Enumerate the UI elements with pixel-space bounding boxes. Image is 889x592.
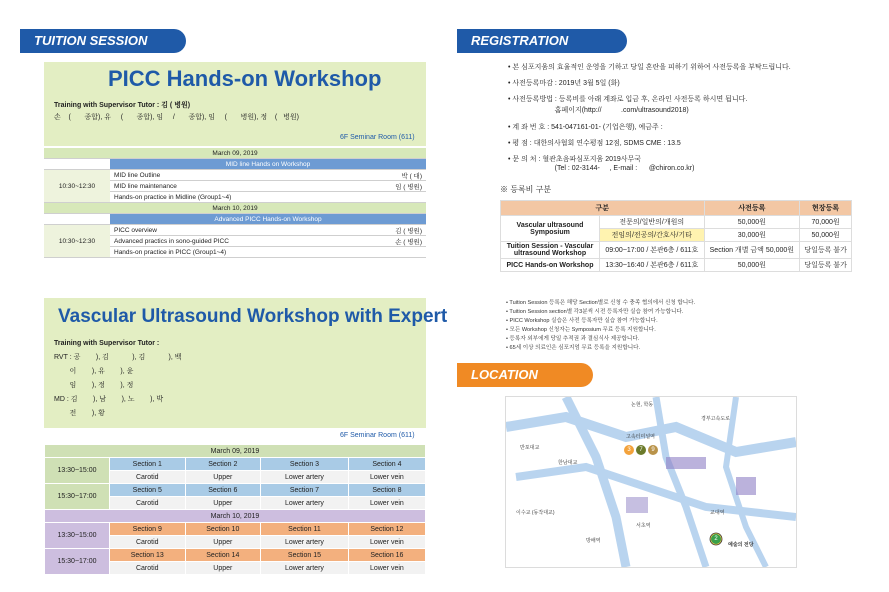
topic-cell: Lower vein: [348, 536, 425, 549]
fee-sub: 09:00~17:00 / 본관6층 / 611호: [600, 242, 705, 259]
fee-header: 현장등록: [800, 201, 852, 216]
map-label: 이수교 (동작대교): [516, 510, 555, 516]
map-label: 한남대교: [558, 460, 578, 466]
fee-pre: Section 개별 금액 50,000원: [704, 242, 800, 259]
topic-cell: Upper: [185, 497, 261, 510]
md-line-2: 전 ), 황: [54, 410, 105, 417]
topic-cell: Upper: [185, 562, 261, 575]
section-cell: Section 15: [261, 549, 349, 562]
section-cell: Section 13: [110, 549, 186, 562]
section-cell: Section 7: [261, 484, 349, 497]
fee-note: • PICC Workshop 실습은 사전 등록자만 실습 참여 가능합니다.: [506, 318, 658, 324]
topic-cell: Carotid: [110, 562, 186, 575]
section-cell: Section 1: [110, 458, 186, 471]
section-cell: Section 6: [185, 484, 261, 497]
section-cell: Section 12: [348, 523, 425, 536]
fee-onsite: 당일등록 불가: [800, 242, 852, 259]
fee-category: PICC Hands-on Workshop: [501, 259, 600, 272]
fee-onsite: 50,000원: [800, 229, 852, 242]
topic-cell: Lower artery: [261, 497, 349, 510]
fee-category: Vascular ultrasound Symposium: [501, 216, 600, 242]
section-cell: Section 3: [261, 458, 349, 471]
map-label: 논현, 학동: [631, 402, 654, 408]
fee-note: • 모든 Workshop 신청자는 Symposium 무료 등록 지원합니다.: [506, 327, 656, 333]
map-label: 서초역: [636, 523, 651, 529]
section-cell: Section 8: [348, 484, 425, 497]
fee-note: • Tuition Session section별 각3분씩 시전 등록자만 실습 참여 가능합니다.: [506, 309, 684, 315]
map-label: 반포대교: [520, 445, 540, 451]
section-cell: Section 2: [185, 458, 261, 471]
section-cell: Section 5: [110, 484, 186, 497]
picc-day1-date: March 09, 2019: [44, 148, 426, 159]
fee-onsite: 70,000원: [800, 216, 852, 229]
topic-cell: Upper: [185, 536, 261, 549]
section-cell: Section 11: [261, 523, 349, 536]
tutor-cell: 임 ( 병원): [356, 181, 426, 192]
map-label: 경부고속도로: [701, 416, 730, 422]
map-label: 예술의 전당: [728, 542, 754, 548]
picc-tutor-names: 손 ( 종합), 유 ( 종합), 임 / 종합), 임 ( 병원), 정 ( 병원): [54, 114, 299, 121]
fee-header: 사전등록: [704, 201, 800, 216]
fee-pre: 50,000원: [704, 259, 800, 272]
map-label: 교대역: [710, 510, 725, 516]
registration-tab: REGISTRATION: [457, 29, 627, 53]
fee-pre: 50,000원: [704, 216, 800, 229]
fee-note: • Tuition Session 등록은 해당 Section별로 신청 수 충족 협의에서 신청 합니다.: [506, 300, 696, 306]
section-cell: Section 14: [185, 549, 261, 562]
fee-pre: 30,000원: [704, 229, 800, 242]
topic-cell: Carotid: [110, 471, 186, 484]
subway-badge: 2: [711, 534, 721, 544]
reg-line: (Tel : 02-3144- , E-mail : @chiron.co.kr): [508, 165, 695, 172]
subway-badge: 3: [624, 445, 634, 455]
fee-heading: ※ 등록비 구분: [500, 185, 552, 194]
subway-badge: 9: [648, 445, 658, 455]
reg-line: • 사전등록방법 : 등록비를 아래 계좌로 입금 후, 온라인 사전등록 하시면 됩니다.: [508, 96, 748, 103]
reg-line: • 문 의 처 : 혈관초음파심포지움 2019사무국: [508, 156, 642, 163]
table-row: Hands-on practice in PICC (Group1~4): [110, 247, 426, 258]
fee-note: • 등록자 외부에게 당일 추적권 과 결심식사 제공합니다.: [506, 336, 640, 342]
topic-cell: Lower artery: [261, 562, 349, 575]
location-tab: LOCATION: [457, 363, 593, 387]
subway-badge: 7: [636, 445, 646, 455]
topic-cell: Lower artery: [261, 536, 349, 549]
picc-schedule-table: [44, 148, 426, 258]
vas-time: 15:30~17:00: [45, 549, 110, 575]
tuition-session-tab: TUITION SESSION: [20, 29, 186, 53]
vascular-room: 6F Seminar Room (611): [340, 432, 415, 439]
reg-line: • 평 점 : 대한의사협회 연수평점 12점, SDMS CME : 13.5: [508, 140, 681, 147]
topic-cell: Lower artery: [261, 471, 349, 484]
picc-day1-time: 10:30~12:30: [44, 170, 110, 203]
map-label: 방배역: [586, 538, 601, 544]
picc-day2-subtitle: Advanced PICC Hands-on Workshop: [110, 214, 426, 225]
topic-cell: Lower vein: [348, 471, 425, 484]
vas-day1-date: March 09, 2019: [45, 445, 426, 458]
tutor-cell: 박 ( 대): [356, 170, 426, 181]
topic-cell: Lower vein: [348, 562, 425, 575]
fee-onsite: 당일등록 불가: [800, 259, 852, 272]
reg-line: 홈페이지(http:// .com/ultrasound2018): [508, 107, 689, 114]
reg-line: • 계 좌 번 호 : 541-047161-01- (기업은행), 예금주 :: [508, 124, 663, 131]
picc-day2-date: March 10, 2019: [44, 203, 426, 214]
vas-time: 15:30~17:00: [45, 484, 110, 510]
reg-line: • 사전등록마감 : 2019년 3월 5일 (화): [508, 80, 620, 87]
picc-title: PICC Hands-on Workshop: [108, 66, 382, 91]
fee-sub: 13:30~16:40 / 본관6층 / 611호: [600, 259, 705, 272]
vas-day2-date: March 10, 2019: [45, 510, 426, 523]
table-row: Advanced practics in sono-guided PICC: [110, 236, 356, 247]
md-line-1: MD : 김 ), 남 ), 노 ), 박: [54, 396, 164, 403]
vascular-schedule-table: [44, 444, 426, 575]
tutor-cell: 김 ( 병원): [356, 225, 426, 236]
picc-tutor-line: Training with Supervisor Tutor : 김 ( 병원): [54, 102, 191, 109]
topic-cell: Upper: [185, 471, 261, 484]
vascular-title: Vascular Ultrasound Workshop with Expert: [58, 306, 448, 327]
vascular-tutor-line: Training with Supervisor Tutor :: [54, 340, 160, 347]
rvt-line-2: 이 ), 유 ), 윤: [54, 368, 134, 375]
fee-sub: 전임의/전공의/간호사/기타: [600, 229, 705, 242]
section-cell: Section 16: [348, 549, 425, 562]
picc-day1-subtitle: MID line Hands on Workshop: [110, 159, 426, 170]
rvt-line-1: RVT : 공 ), 김 ), 김 ), 백: [54, 354, 182, 361]
vas-time: 13:30~15:00: [45, 458, 110, 484]
table-row: MID line Outline: [110, 170, 356, 181]
table-row: PICC overview: [110, 225, 356, 236]
topic-cell: Lower vein: [348, 497, 425, 510]
vas-time: 13:30~15:00: [45, 523, 110, 549]
section-cell: Section 10: [185, 523, 261, 536]
reg-line: • 본 심포지움의 효율적인 운영을 기하고 당일 혼란을 피하기 위하여 사전등록을 부탁드립니다.: [508, 64, 791, 71]
section-cell: Section 9: [110, 523, 186, 536]
map-label: 고속터미널역: [626, 434, 655, 440]
table-row: MID line maintenance: [110, 181, 356, 192]
topic-cell: Carotid: [110, 497, 186, 510]
fee-note: • 65세 이상 의료인은 심포지엄 무료 등록을 지원합니다.: [506, 345, 641, 351]
fee-header: 구분: [501, 201, 705, 216]
rvt-line-3: 임 ), 정 ), 정: [54, 382, 134, 389]
tutor-cell: 손 ( 병원): [356, 236, 426, 247]
table-row: Hands-on practice in Midline (Group1~4): [110, 192, 426, 203]
fee-category: Tuition Session - Vascular ultrasound Workshop: [501, 242, 600, 259]
fee-table: [500, 200, 852, 272]
section-cell: Section 4: [348, 458, 425, 471]
location-map: [505, 396, 797, 568]
topic-cell: Carotid: [110, 536, 186, 549]
picc-room: 6F Seminar Room (611): [340, 134, 415, 141]
fee-sub: 전문의/일반의/개원의: [600, 216, 705, 229]
picc-day2-time: 10:30~12:30: [44, 225, 110, 258]
